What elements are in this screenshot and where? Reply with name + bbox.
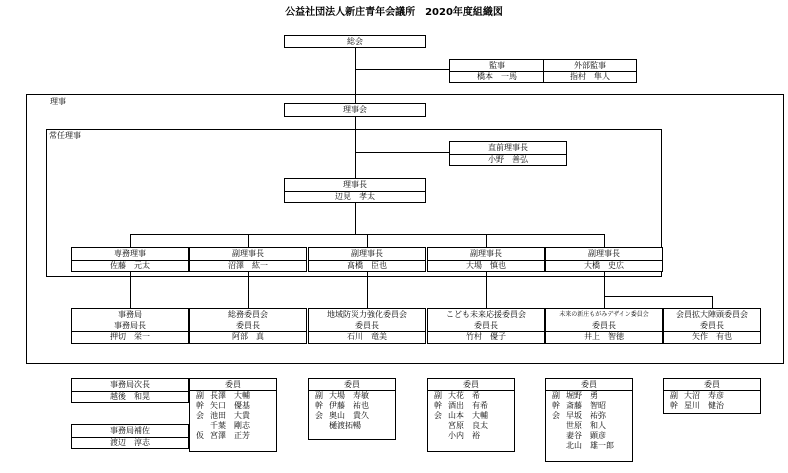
- member-row: 副 大花 希: [434, 391, 480, 400]
- committee-role: 委員長: [428, 320, 544, 332]
- members-box: [189, 378, 277, 452]
- connector-line: [130, 234, 131, 247]
- member-row: 会 山本 大輔: [434, 411, 488, 420]
- connector-line: [486, 234, 487, 247]
- external-auditor-name: 指村 隼人: [570, 72, 610, 81]
- members-box: [427, 378, 515, 452]
- connector-line: [355, 203, 356, 234]
- committee-head-name: 押切 栄一: [110, 332, 150, 341]
- auditor-title: 監事: [450, 60, 544, 72]
- officer-name: 沼澤 紘一: [228, 261, 268, 270]
- general-meeting-box: [284, 35, 426, 48]
- member-row: 宮原 良太: [448, 421, 488, 430]
- member-row: 幹 伊藤 祐也: [315, 401, 369, 410]
- member-row: 幹 酒出 有希: [434, 401, 488, 410]
- officer-title: 副理事長: [190, 248, 306, 261]
- officer-title: 副理事長: [546, 248, 662, 261]
- committee-role: 委員長: [190, 320, 306, 332]
- committee-box: [189, 308, 307, 344]
- connector-line: [248, 272, 249, 308]
- president-box: [284, 178, 426, 203]
- external-auditor-title: 外部監事: [544, 60, 636, 72]
- secretariat-assist-name: 渡辺 淳志: [110, 438, 150, 447]
- members-header: 委員: [428, 379, 514, 391]
- general-meeting-label: 総会: [347, 37, 363, 46]
- auditor-name: 橋本 一馬: [477, 72, 517, 81]
- board-section-label: 理事: [50, 97, 66, 106]
- committee-box: [427, 308, 545, 344]
- chart-title: 公益社団法人新庄青年会議所 2020年度組織図: [285, 7, 503, 18]
- committee-name: 会員拡大陣頭委員会: [676, 310, 748, 319]
- member-row: 会 奥山 貴久: [315, 411, 369, 420]
- member-row: 小内 裕: [448, 431, 480, 440]
- committee-box: [308, 308, 426, 344]
- secretariat-vice-name: 越後 和晃: [110, 392, 150, 401]
- officer-box: [545, 247, 663, 272]
- member-row: 会 早坂 祐弥: [552, 411, 606, 420]
- past-president-box: [449, 141, 567, 166]
- committee-head-name: 竹村 優子: [466, 332, 506, 341]
- officer-name: 髙橋 臣也: [347, 261, 387, 270]
- board-meeting-box: [284, 103, 426, 117]
- past-president-name: 小野 善弘: [488, 155, 528, 164]
- committee-box: [663, 308, 761, 344]
- member-row: 幹 斎藤 智昭: [552, 401, 606, 410]
- connector-line: [130, 272, 131, 308]
- member-row: 幹 星川 健治: [670, 401, 724, 410]
- connector-line: [355, 152, 449, 153]
- officer-box: [308, 247, 426, 272]
- member-row: 仮 宮澤 正芳: [196, 431, 250, 440]
- member-row: 会 池田 大貴: [196, 411, 250, 420]
- members-header: 委員: [190, 379, 276, 391]
- auditors-box: [449, 59, 637, 83]
- officer-name: 大場 慎也: [466, 261, 506, 270]
- officer-box: [427, 247, 545, 272]
- committee-role: 委員長: [546, 320, 662, 332]
- member-row: 樋渡拓暢: [329, 421, 361, 430]
- secretariat-vice-box: [71, 378, 189, 403]
- officer-title: 副理事長: [428, 248, 544, 261]
- committee-role: 委員長: [309, 320, 425, 332]
- standing-directors-label: 常任理事: [49, 131, 81, 140]
- past-president-title: 直前理事長: [450, 142, 566, 155]
- committee-head-name: 石川 竜美: [347, 332, 387, 341]
- members-box: [308, 378, 396, 440]
- committee-role: 事務局長: [72, 320, 188, 332]
- members-header: 委員: [309, 379, 395, 391]
- members-header: 委員: [546, 379, 632, 391]
- connector-line: [604, 296, 712, 297]
- members-box: [545, 378, 633, 462]
- members-box: [663, 378, 761, 414]
- connector-line: [355, 69, 449, 70]
- secretariat-vice-title: 事務局次長: [72, 379, 188, 392]
- member-row: 千葉 剛志: [210, 421, 250, 430]
- member-row: 副 大場 寿敏: [315, 391, 369, 400]
- connector-line: [604, 234, 605, 247]
- officer-title: 専務理事: [72, 248, 188, 261]
- member-row: 副 堀野 勇: [552, 391, 598, 400]
- officer-title: 副理事長: [309, 248, 425, 261]
- committee-name: 地域防災力強化委員会: [327, 310, 407, 319]
- connector-line: [367, 272, 368, 308]
- board-meeting-label: 理事会: [343, 105, 367, 114]
- connector-line: [248, 234, 249, 247]
- connector-line: [367, 234, 368, 247]
- officer-box: [71, 247, 189, 272]
- connector-line: [486, 272, 487, 308]
- committee-head-name: 阿部 真: [232, 332, 264, 341]
- secretariat-assist-title: 事務局補佐: [72, 425, 188, 438]
- committee-box: [71, 308, 189, 344]
- officer-box: [189, 247, 307, 272]
- officer-name: 佐藤 元太: [110, 261, 150, 270]
- member-row: 世原 和人: [566, 421, 606, 430]
- committee-role: 委員長: [664, 320, 760, 332]
- member-row: 北山 雄一郎: [566, 441, 614, 450]
- president-name: 辺見 孝太: [335, 192, 375, 201]
- committee-head-name: 矢作 有也: [692, 332, 732, 341]
- committee-head-name: 井上 智徳: [584, 332, 624, 341]
- members-header: 委員: [664, 379, 760, 391]
- connector-line: [604, 272, 605, 308]
- committee-name: 未来の新庄もがみデザイン委員会: [559, 311, 649, 318]
- secretariat-assist-box: [71, 424, 189, 449]
- committee-box: [545, 308, 663, 344]
- connector-line: [712, 296, 713, 308]
- member-row: 幹 矢口 優基: [196, 401, 250, 410]
- committee-name: 事務局: [118, 310, 142, 319]
- officer-name: 大橋 史広: [584, 261, 624, 270]
- president-title: 理事長: [285, 179, 425, 192]
- member-row: 妻谷 顕彦: [566, 431, 606, 440]
- member-row: 副 大沼 寿彦: [670, 391, 724, 400]
- member-row: 副 長澤 大輔: [196, 391, 250, 400]
- committee-name: 総務委員会: [228, 310, 268, 319]
- committee-name: こども未来応援委員会: [446, 310, 526, 319]
